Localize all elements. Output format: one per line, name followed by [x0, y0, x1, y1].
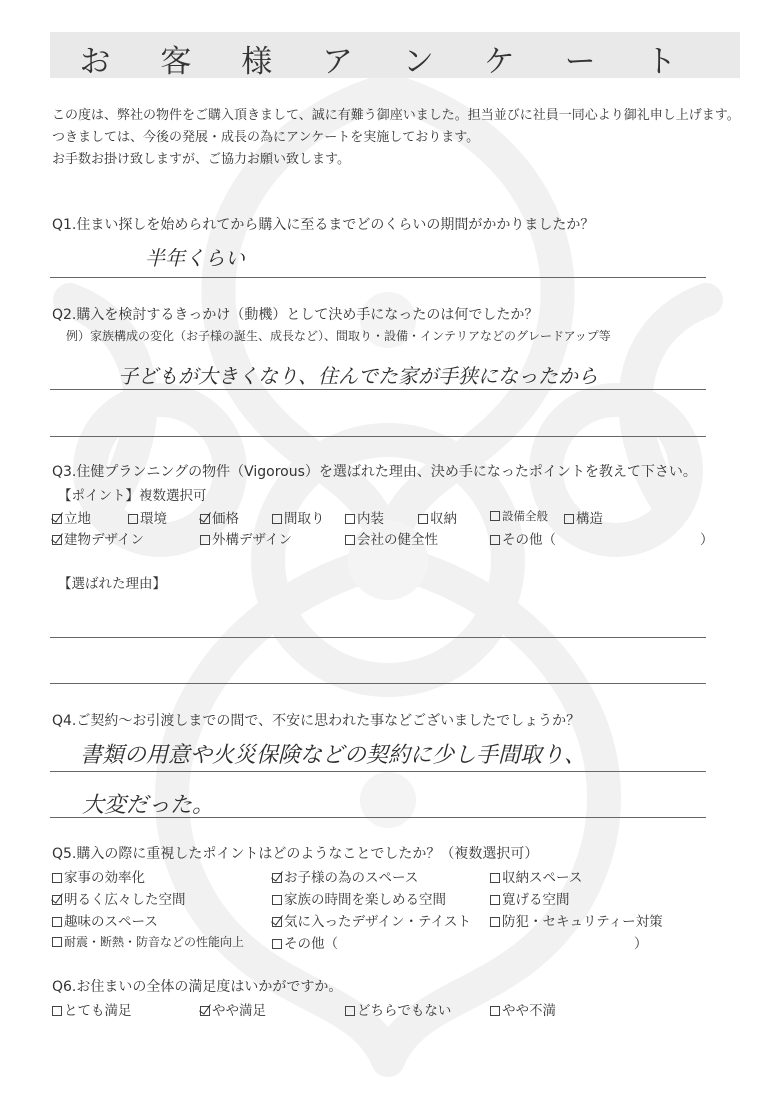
q4-answer-line-1 — [50, 771, 706, 772]
q5-option-performance[interactable]: 耐震・断熱・防音などの性能向上 — [52, 933, 244, 950]
q1-answer[interactable]: 半年くらい — [145, 246, 245, 270]
checkbox-icon[interactable] — [52, 917, 62, 927]
q2-example: 例）家族構成の変化（お子様の誕生、成長など）、間取り・設備・インテリアなどのグレードアップ等 — [66, 329, 611, 343]
checkbox-icon[interactable] — [272, 895, 282, 905]
checkbox-checked-icon[interactable] — [200, 1006, 210, 1016]
q4-answer-line-2 — [50, 817, 706, 818]
q5-other-close-paren: ） — [634, 936, 648, 952]
q5-option-housework[interactable]: 家事の効率化 — [52, 866, 145, 886]
q3-option-environment[interactable]: 環境 — [128, 507, 167, 527]
q3-option-price[interactable]: 価格 — [200, 507, 239, 527]
q3-option-exterior-design[interactable]: 外構デザイン — [200, 528, 292, 548]
q3-option-interior[interactable]: 内装 — [345, 507, 384, 527]
page-title: お 客 様 ア ン ケ ー ト — [79, 44, 697, 80]
q3-option-other[interactable]: その他（ — [490, 528, 556, 548]
q5-question: Q5.購入の際に重視したポイントはどのようなことでしたか？（複数選択可） — [52, 846, 539, 862]
checkbox-icon[interactable] — [272, 939, 282, 949]
q4-answer-line-1-text[interactable]: 書類の用意や火災保険などの契約に少し手間取り、 — [80, 743, 587, 768]
intro-line-2: つきましては、今後の発展・成長の為にアンケートを実施しております。 — [52, 130, 480, 145]
q5-option-bright-space[interactable]: 明るく広々した空間 — [52, 888, 186, 908]
checkbox-icon[interactable] — [418, 514, 428, 524]
q3-reason-line-1 — [50, 637, 706, 638]
q2-answer-line-1 — [50, 389, 706, 390]
checkbox-icon[interactable] — [200, 535, 210, 545]
checkbox-checked-icon[interactable] — [52, 514, 62, 524]
checkbox-checked-icon[interactable] — [200, 514, 210, 524]
checkbox-icon[interactable] — [490, 917, 500, 927]
q2-answer[interactable]: 子どもが大きくなり、住んでた家が手狭になったから — [118, 364, 598, 388]
q5-option-family-time[interactable]: 家族の時間を楽しめる空間 — [272, 888, 446, 908]
q5-option-children-space[interactable]: お子様の為のスペース — [272, 866, 418, 886]
q5-option-design-taste[interactable]: 気に入ったデザイン・テイスト — [272, 910, 471, 930]
checkbox-icon[interactable] — [52, 1006, 62, 1016]
q6-option-somewhat-dissatisfied[interactable]: やや不満 — [490, 999, 556, 1019]
checkbox-checked-icon[interactable] — [52, 895, 62, 905]
checkbox-checked-icon[interactable] — [272, 917, 282, 927]
intro-line-3: お手数お掛け致しますが、ご協力お願い致します。 — [52, 152, 350, 167]
q3-reason-label: 【選ばれた理由】 — [58, 576, 166, 592]
q3-question: Q3.住健プランニングの物件（Vigorous）を選ばれた理由、決め手になったポイントを教えて下さい。 — [52, 464, 697, 480]
q3-option-storage[interactable]: 収納 — [418, 507, 457, 527]
checkbox-icon[interactable] — [345, 1006, 355, 1016]
intro-line-1: この度は、弊社の物件をご購入頂きまして、誠に有難う御座いました。担当並びに社員一同心より御礼申し上げます。 — [52, 108, 740, 123]
checkbox-icon[interactable] — [490, 873, 500, 883]
checkbox-icon[interactable] — [490, 1006, 500, 1016]
q5-option-hobby-space[interactable]: 趣味のスペース — [52, 910, 158, 930]
q5-option-storage-space[interactable]: 収納スペース — [490, 866, 582, 886]
q3-option-location[interactable]: 立地 — [52, 507, 91, 527]
checkbox-icon[interactable] — [564, 514, 574, 524]
q2-answer-line-2 — [50, 436, 706, 437]
q6-option-very-satisfied[interactable]: とても満足 — [52, 999, 132, 1019]
checkbox-checked-icon[interactable] — [52, 535, 62, 545]
q3-option-structure[interactable]: 構造 — [564, 507, 603, 527]
q3-option-building-design[interactable]: 建物デザイン — [52, 528, 144, 548]
q6-option-neutral[interactable]: どちらでもない — [345, 999, 451, 1019]
q3-option-company-health[interactable]: 会社の健全性 — [345, 528, 438, 548]
checkbox-icon[interactable] — [490, 535, 500, 545]
checkbox-icon[interactable] — [128, 514, 138, 524]
checkbox-icon[interactable] — [345, 535, 355, 545]
checkbox-icon[interactable] — [272, 514, 282, 524]
q5-option-other[interactable]: その他（ — [272, 932, 338, 952]
q6-option-somewhat-satisfied[interactable]: やや満足 — [200, 999, 266, 1019]
q1-answer-line — [50, 277, 706, 278]
q3-option-equipment[interactable]: 設備全般 — [490, 508, 548, 524]
checkbox-icon[interactable] — [345, 514, 355, 524]
q3-reason-line-2 — [50, 683, 706, 684]
q1-question: Q1.住まい探しを始められてから購入に至るまでどのくらいの期間がかかりましたか？ — [52, 217, 595, 233]
q3-option-layout[interactable]: 間取り — [272, 507, 325, 527]
q6-question: Q6.お住まいの全体の満足度はいかがですか。 — [52, 979, 343, 995]
checkbox-icon[interactable] — [490, 511, 500, 521]
q5-option-security[interactable]: 防犯・セキュリティー対策 — [490, 910, 663, 930]
q4-question: Q4.ご契約～お引渡しまでの間で、不安に思われた事などございましたでしょうか？ — [52, 713, 581, 729]
q4-answer-line-2-text[interactable]: 大変だった。 — [82, 793, 215, 818]
q5-option-relax-space[interactable]: 寛げる空間 — [490, 888, 570, 908]
q3-points-label: 【ポイント】複数選択可 — [58, 488, 207, 504]
q2-question: Q2.購入を検討するきっかけ（動機）として決め手になったのは何でしたか？ — [52, 307, 539, 323]
checkbox-icon[interactable] — [490, 895, 500, 905]
q3-other-close-paren: ） — [700, 532, 714, 548]
checkbox-icon[interactable] — [52, 937, 62, 947]
checkbox-checked-icon[interactable] — [272, 873, 282, 883]
checkbox-icon[interactable] — [52, 873, 62, 883]
